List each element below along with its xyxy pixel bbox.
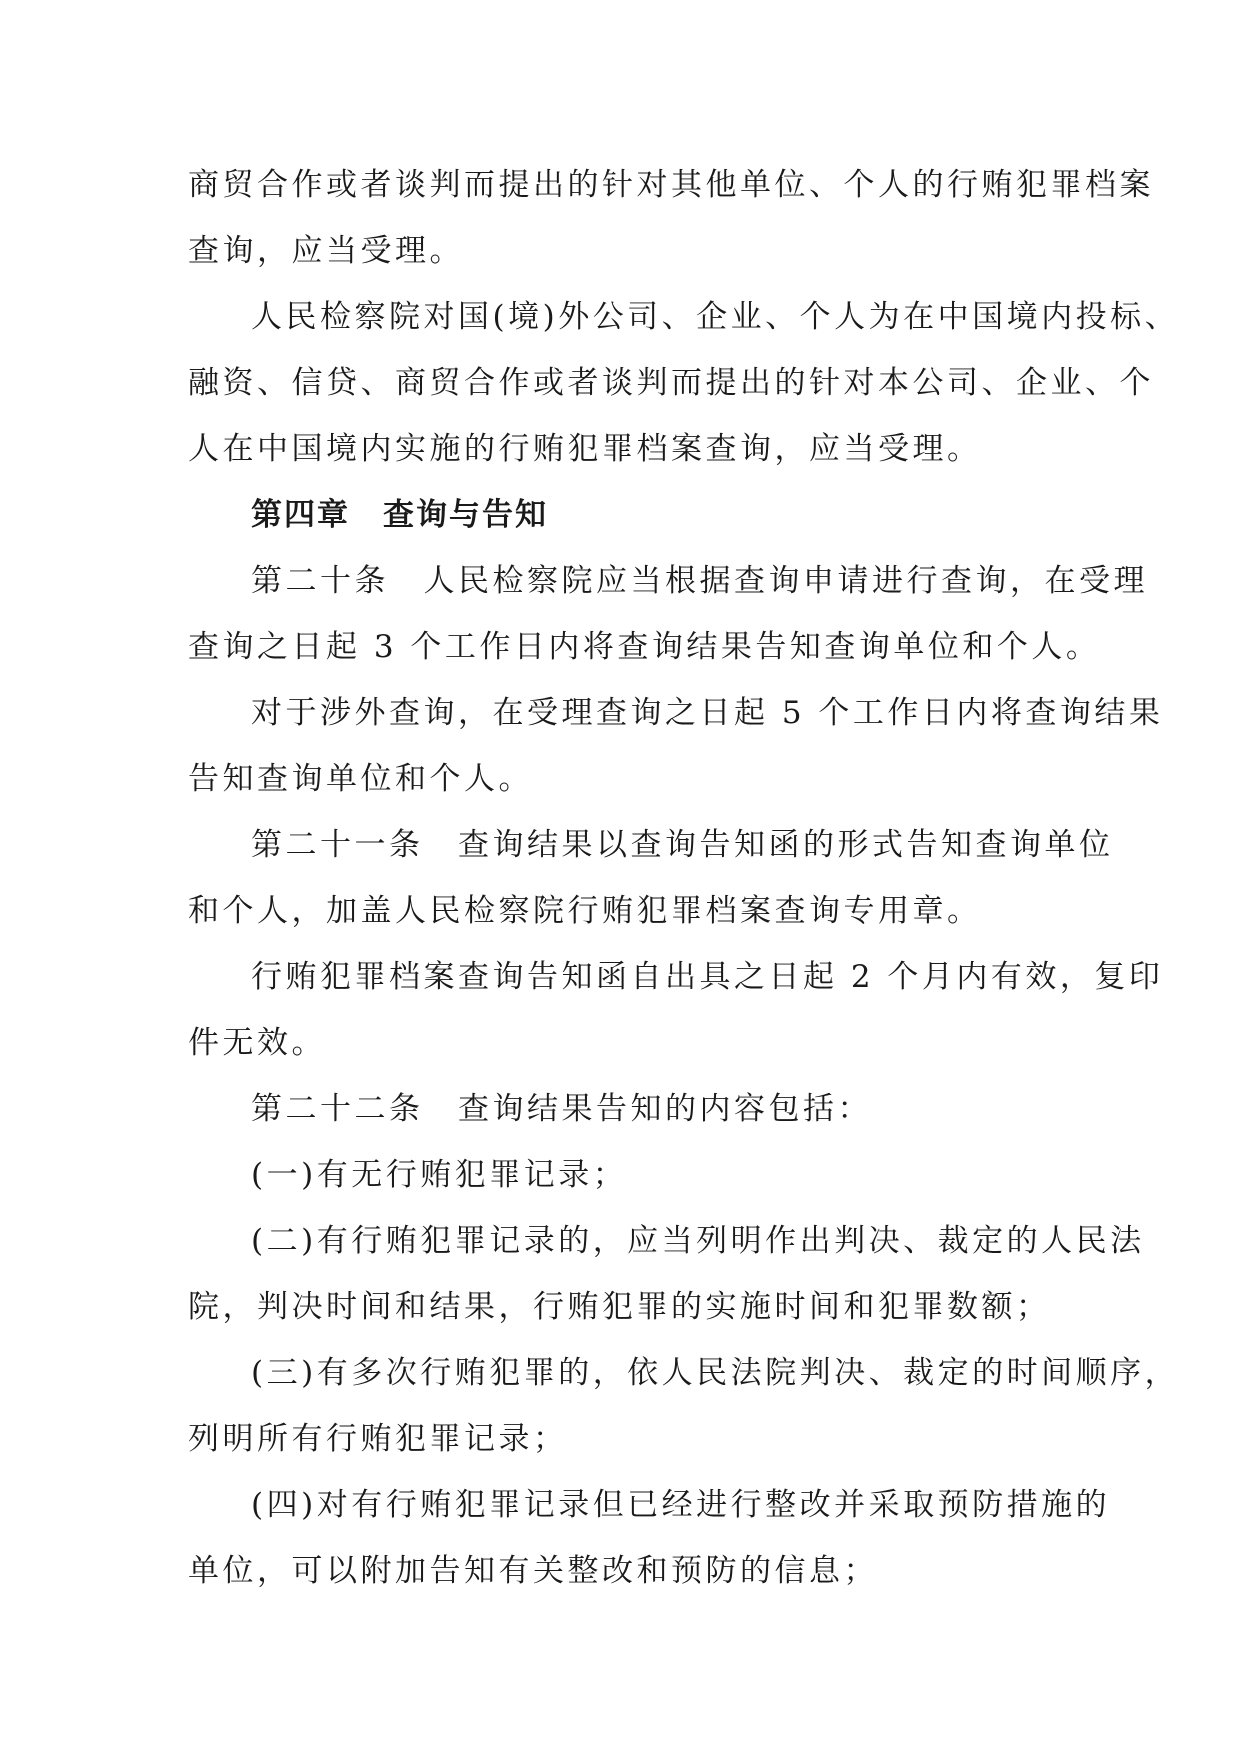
list-item: (一)有无行贿犯罪记录； (251, 1157, 628, 1193)
article-line: 第二十条 人民检察院应当根据查询申请进行查询，在受理 (251, 563, 1148, 599)
paragraph-line: 列明所有行贿犯罪记录； (188, 1421, 568, 1457)
paragraph-line: 人民检察院对国(境)外公司、企业、个人为在中国境内投标、 (251, 299, 1180, 335)
list-item: (三)有多次行贿犯罪的，依人民法院判决、裁定的时间顺序， (251, 1355, 1180, 1391)
paragraph-line: 融资、信贷、商贸合作或者谈判而提出的针对本公司、企业、个 (188, 365, 1154, 401)
article-line: 第二十二条 查询结果告知的内容包括： (251, 1091, 872, 1127)
paragraph-line: 商贸合作或者谈判而提出的针对其他单位、个人的行贿犯罪档案 (188, 167, 1154, 203)
paragraph-line: 查询之日起 3 个工作日内将查询结果告知查询单位和个人。 (188, 629, 1101, 665)
paragraph-line: 对于涉外查询，在受理查询之日起 5 个工作日内将查询结果 (251, 695, 1164, 731)
paragraph-line: 行贿犯罪档案查询告知函自出具之日起 2 个月内有效，复印 (251, 959, 1164, 995)
document-body (188, 152, 1180, 1604)
paragraph-line: 查询，应当受理。 (188, 233, 464, 269)
list-item: (二)有行贿犯罪记录的，应当列明作出判决、裁定的人民法 (251, 1223, 1145, 1259)
paragraph-line: 件无效。 (188, 1025, 326, 1061)
chapter-heading: 第四章 查询与告知 (251, 497, 548, 533)
paragraph-line: 单位，可以附加告知有关整改和预防的信息； (188, 1553, 878, 1589)
paragraph-line: 告知查询单位和个人。 (188, 761, 533, 797)
paragraph-line: 人在中国境内实施的行贿犯罪档案查询，应当受理。 (188, 431, 982, 467)
paragraph-line: 院，判决时间和结果，行贿犯罪的实施时间和犯罪数额； (188, 1289, 1051, 1325)
article-line: 第二十一条 查询结果以查询告知函的形式告知查询单位 (251, 827, 1114, 863)
list-item: (四)对有行贿犯罪记录但已经进行整改并采取预防措施的 (251, 1487, 1111, 1523)
paragraph-line: 和个人，加盖人民检察院行贿犯罪档案查询专用章。 (188, 893, 982, 929)
